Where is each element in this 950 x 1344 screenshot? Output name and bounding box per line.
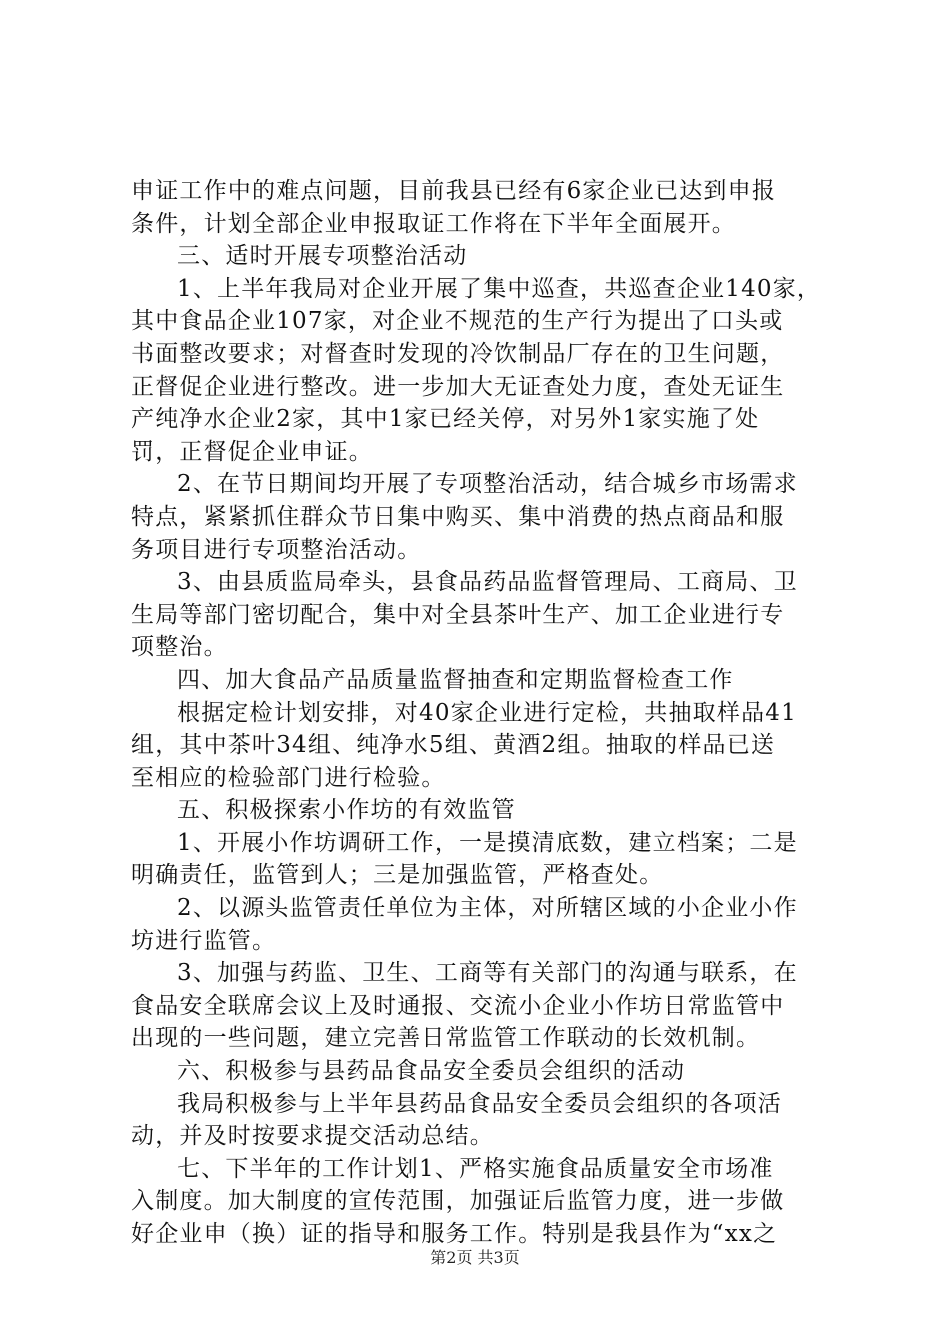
text-line: 组，其中茶叶34组、纯净水5组、黄酒2组。抽取的样品已送 (131, 732, 776, 759)
text-line: 产纯净水企业2家，其中1家已经关停，对另外1家实施了处 (131, 406, 760, 433)
text-line: 四、加大食品产品质量监督抽查和定期监督检查工作 (177, 666, 734, 693)
text-line: 食品安全联席会议上及时通报、交流小企业小作坊日常监管中 (131, 992, 785, 1019)
text-line: 生局等部门密切配合，集中对全县茶叶生产、加工企业进行专 (131, 601, 785, 628)
text-line: 特点，紧紧抓住群众节日集中购买、集中消费的热点商品和服 (131, 503, 785, 530)
text-line: 其中食品企业107家，对企业不规范的生产行为提出了口头或 (131, 308, 784, 335)
text-line: 申证工作中的难点问题，目前我县已经有6家企业已达到申报 (131, 178, 777, 204)
page-number-footer: 第2页 共3页 (430, 1248, 520, 1267)
text-line: 三、适时开展专项整治活动 (177, 243, 468, 270)
text-line: 至相应的检验部门进行检验。 (131, 764, 446, 791)
text-line: 1、上半年我局对企业开展了集中巡查，共巡查企业140家， (177, 275, 822, 302)
text-line: 好企业申（换）证的指导和服务工作。特别是我县作为“xx之 (131, 1221, 778, 1247)
text-line: 入制度。加大制度的宣传范围，加强证后监管力度，进一步做 (131, 1188, 785, 1215)
text-line: 3、加强与药监、卫生、工商等有关部门的沟通与联系，在 (177, 960, 798, 987)
text-line: 动，并及时按要求提交活动总结。 (131, 1123, 494, 1150)
text-line: 务项目进行专项整治活动。 (131, 536, 422, 563)
text-line: 条件，计划全部企业申报取证工作将在下半年全面展开。 (131, 210, 736, 237)
text-line: 五、积极探索小作坊的有效监管 (177, 797, 516, 824)
text-line: 六、积极参与县药品食品安全委员会组织的活动 (177, 1058, 686, 1085)
text-line: 出现的一些问题，建立完善日常监管工作联动的长效机制。 (131, 1025, 761, 1052)
text-line: 罚，正督促企业申证。 (131, 438, 373, 465)
text-line: 2、以源头监管责任单位为主体，对所辖区域的小企业小作 (177, 895, 798, 922)
text-line: 七、下半年的工作计划1、严格实施食品质量安全市场准 (177, 1155, 774, 1182)
text-line: 书面整改要求；对督查时发现的冷饮制品厂存在的卫生问题， (131, 340, 785, 367)
text-line: 明确责任，监管到人；三是加强监管，严格查处。 (131, 862, 664, 889)
text-line: 根据定检计划安排，对40家企业进行定检，共抽取样品41 (177, 699, 797, 726)
text-line: 坊进行监管。 (131, 927, 277, 954)
text-line: 1、开展小作坊调研工作，一是摸清底数，建立档案；二是 (177, 829, 798, 856)
text-line: 2、在节日期间均开展了专项整治活动，结合城乡市场需求 (177, 471, 798, 498)
text-line: 我局积极参与上半年县药品食品安全委员会组织的各项活 (177, 1090, 782, 1117)
text-line: 正督促企业进行整改。进一步加大无证查处力度，查处无证生 (131, 373, 785, 400)
text-line: 项整治。 (131, 634, 228, 661)
document-body (131, 175, 831, 1251)
text-line: 3、由县质监局牵头，县食品药品监督管理局、工商局、卫 (177, 569, 798, 596)
